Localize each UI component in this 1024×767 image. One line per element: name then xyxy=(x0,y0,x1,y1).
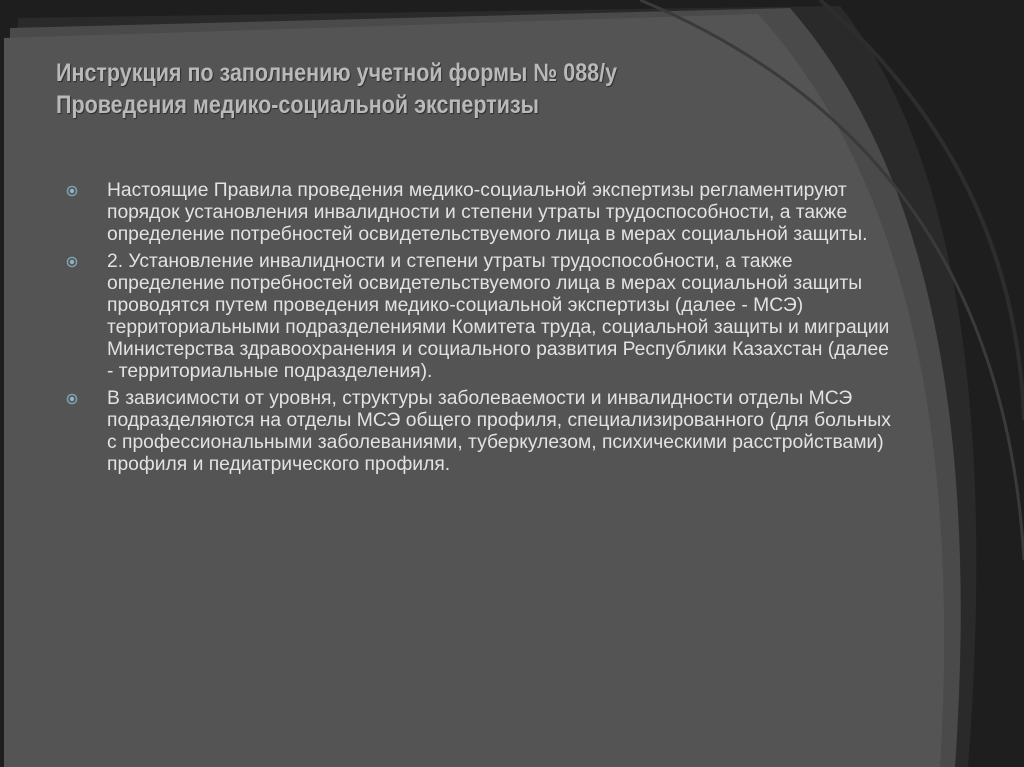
bullet-item xyxy=(64,180,894,246)
bullet-text: 2. Установление инвалидности и степени утраты трудоспособности, а также определение потребностей освидетельствуемого лица в мерах социальной защиты проводятся путем проведения медико-социальной экспертизы (далее - МСЭ) территориальными подразделениями Комитета труда, социальной защиты и миграции Министерства здравоохранения и социального развития Республики Казахстан (далее - территориальные подразделения). xyxy=(107,251,890,382)
bullet-item xyxy=(64,251,894,383)
circle-bullet-icon xyxy=(66,393,78,405)
circle-bullet-icon xyxy=(66,256,78,268)
title-line-2: Проведения медико-социальной экспертизы xyxy=(56,91,539,119)
title-line-1: Инструкция по заполнению учетной формы № 088/у xyxy=(56,59,618,87)
bullet-text: В зависимости от уровня, структуры заболеваемости и инвалидности отделы МСЭ подразделяются на отделы МСЭ общего профиля, специализированного (для больных с профессиональными заболеваниями, туберкулезом, психическими расстройствами) профиля и педиатрического профиля. xyxy=(107,388,891,475)
bullet-text: Настоящие Правила проведения медико-социальной экспертизы регламентируют порядок установления инвалидности и степени утраты трудоспособности, а также определение потребностей освидетельствуемого лица в мерах социальной защиты. xyxy=(107,180,868,245)
bullet-list xyxy=(64,180,894,481)
slide-title xyxy=(56,57,710,121)
circle-bullet-icon xyxy=(66,185,78,197)
bullet-item xyxy=(64,388,894,476)
